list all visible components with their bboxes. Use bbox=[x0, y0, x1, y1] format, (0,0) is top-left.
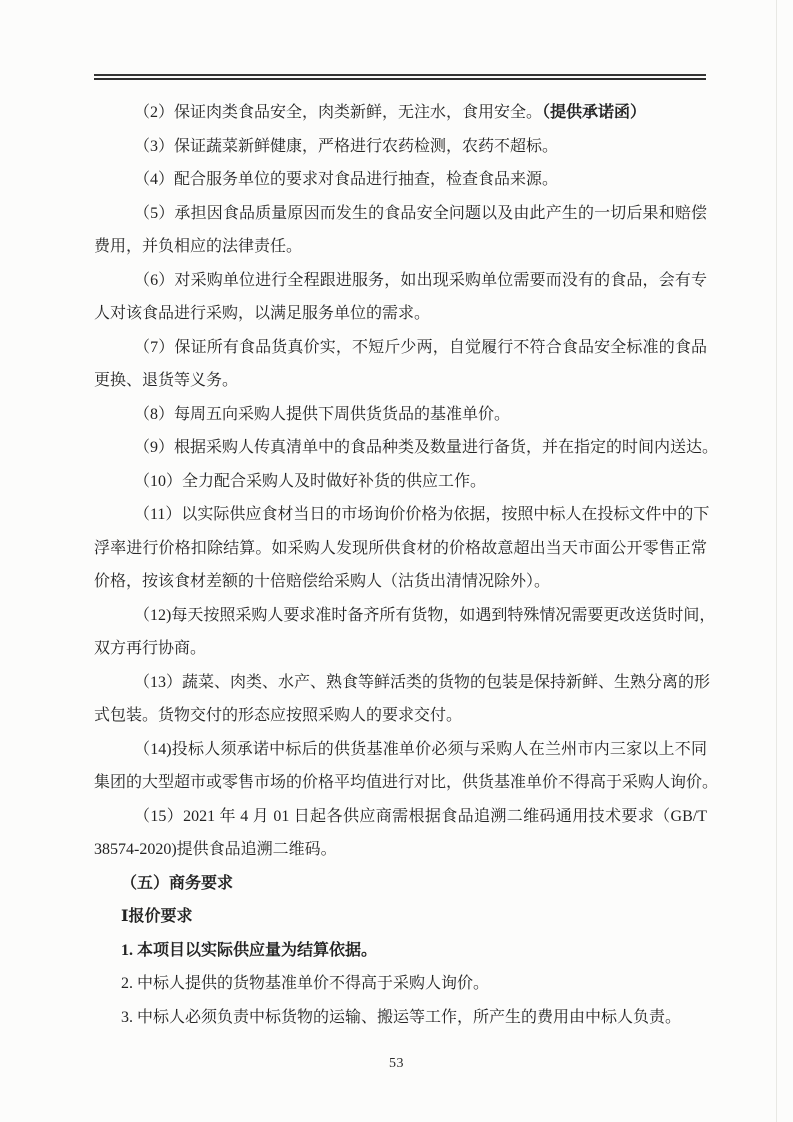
text-run: （4）配合服务单位的要求对食品进行抽查，检查食品来源。 bbox=[134, 171, 559, 188]
paragraph bbox=[94, 163, 707, 197]
text-run: 集团的大型超市或零售市场的价格平均值进行对比，供货基准单价不得高于采购人询价。 bbox=[94, 774, 719, 791]
text-line bbox=[94, 465, 707, 499]
header-rule bbox=[94, 74, 706, 80]
text-line bbox=[94, 163, 707, 197]
text-line bbox=[94, 900, 707, 934]
page-number: 53 bbox=[389, 1056, 404, 1071]
text-line bbox=[94, 565, 707, 599]
heading-paragraph bbox=[94, 900, 707, 934]
scan-edge-line bbox=[776, 0, 777, 1122]
bold-text-run: 1. 本项目以实际供应量为结算依据。 bbox=[121, 941, 378, 959]
text-run: （8）每周五向采购人提供下周供货货品的基准单价。 bbox=[134, 405, 511, 423]
text-run: （7）保证所有食品货真价实，不短斤少两，自觉履行不符合食品安全标准的食品 bbox=[134, 338, 707, 356]
text-run: （15）2021 年 4 月 01 日起各供应商需根据食品追溯二维码通用技术要求（GB/T bbox=[134, 807, 707, 825]
text-run: 价格，按该食材差额的十倍赔偿给采购人（沽货出清情况除外）。 bbox=[94, 573, 551, 590]
text-run: （9）根据采购人传真清单中的食品种类及数量进行备货，并在指定的时间内送达。 bbox=[134, 439, 719, 456]
text-run: 38574-2020)提供食品追溯二维码。 bbox=[94, 841, 337, 858]
text-line bbox=[94, 599, 716, 633]
text-run: 3. 中标人必须负责中标货物的运输、搬运等工作，所产生的费用由中标人负责。 bbox=[121, 1008, 682, 1026]
text-line bbox=[94, 197, 707, 231]
text-run: （6）对采购单位进行全程跟进服务，如出现采购单位需要而没有的食品，会有专 bbox=[134, 271, 707, 289]
text-line bbox=[94, 666, 711, 700]
text-line bbox=[94, 364, 707, 398]
text-run: （10）全力配合采购人及时做好补货的供应工作。 bbox=[134, 472, 487, 490]
bold-text-run: （提供承诺函） bbox=[542, 104, 647, 121]
text-line bbox=[94, 800, 707, 834]
text-line bbox=[94, 1001, 707, 1035]
text-run: （5）承担因食品质量原因而发生的食品安全问题以及由此产生的一切后果和赔偿 bbox=[134, 204, 707, 222]
heading-paragraph bbox=[94, 934, 707, 968]
text-line bbox=[94, 331, 707, 365]
text-run: （12)每天按照采购人要求准时备齐所有货物，如遇到特殊情况需要更改送货时间， bbox=[134, 606, 716, 624]
heading-paragraph bbox=[94, 967, 707, 1001]
heading-paragraph bbox=[94, 867, 707, 901]
text-line bbox=[94, 498, 710, 532]
heading-paragraph bbox=[94, 1001, 707, 1035]
bold-text-run: （五）商务要求 bbox=[121, 874, 234, 892]
text-line bbox=[94, 297, 707, 331]
paragraph bbox=[94, 130, 707, 164]
text-line bbox=[94, 264, 707, 298]
text-line bbox=[94, 766, 719, 800]
paragraph bbox=[94, 431, 719, 465]
paragraph bbox=[94, 264, 707, 331]
text-line bbox=[94, 230, 707, 264]
text-run: 浮率进行价格扣除结算。如采购人发现所供食材的价格故意超出当天市面公开零售正常 bbox=[94, 539, 707, 557]
text-run: 2. 中标人提供的货物基准单价不得高于采购人询价。 bbox=[121, 975, 490, 992]
text-run: （3）保证蔬菜新鲜健康，严格进行农药检测，农药不超标。 bbox=[134, 137, 559, 155]
text-run: （13）蔬菜、肉类、水产、熟食等鲜活类的货物的包装是保持新鲜、生熟分离的形 bbox=[134, 673, 711, 691]
text-line bbox=[94, 398, 707, 432]
text-run: 更换、退货等义务。 bbox=[94, 372, 239, 389]
paragraph bbox=[94, 800, 707, 867]
text-run: （14)投标人须承诺中标后的供货基准单价必须与采购人在兰州市内三家以上不同 bbox=[134, 740, 707, 758]
text-line bbox=[94, 632, 707, 666]
text-line bbox=[94, 733, 707, 767]
text-run: 双方再行协商。 bbox=[94, 640, 207, 657]
text-line bbox=[94, 833, 707, 867]
text-line bbox=[94, 130, 707, 164]
text-line bbox=[94, 934, 707, 968]
paragraph bbox=[94, 599, 716, 666]
paragraph bbox=[94, 666, 711, 733]
text-run: （2）保证肉类食品安全，肉类新鲜，无注水，食用安全。 bbox=[134, 104, 543, 121]
paragraph bbox=[94, 197, 707, 264]
text-line bbox=[94, 431, 719, 465]
document-body bbox=[94, 96, 719, 1034]
text-line bbox=[94, 699, 707, 733]
text-run: 费用，并负相应的法律责任。 bbox=[94, 238, 303, 255]
text-line bbox=[94, 96, 707, 130]
text-line bbox=[94, 867, 707, 901]
paragraph bbox=[94, 733, 719, 800]
paragraph bbox=[94, 331, 707, 398]
text-run: （11）以实际供应食材当日的市场询价价格为依据，按照中标人在投标文件中的下 bbox=[134, 506, 710, 523]
bold-text-run: Ⅰ报价要求 bbox=[121, 908, 193, 925]
paragraph bbox=[94, 398, 707, 432]
text-line bbox=[94, 532, 707, 566]
text-line bbox=[94, 967, 707, 1001]
paragraph bbox=[94, 465, 707, 499]
paragraph bbox=[94, 96, 707, 130]
text-run: 人对该食品进行采购，以满足服务单位的需求。 bbox=[94, 305, 431, 322]
paragraph bbox=[94, 498, 710, 599]
text-run: 式包装。货物交付的形态应按照采购人的要求交付。 bbox=[94, 707, 463, 724]
